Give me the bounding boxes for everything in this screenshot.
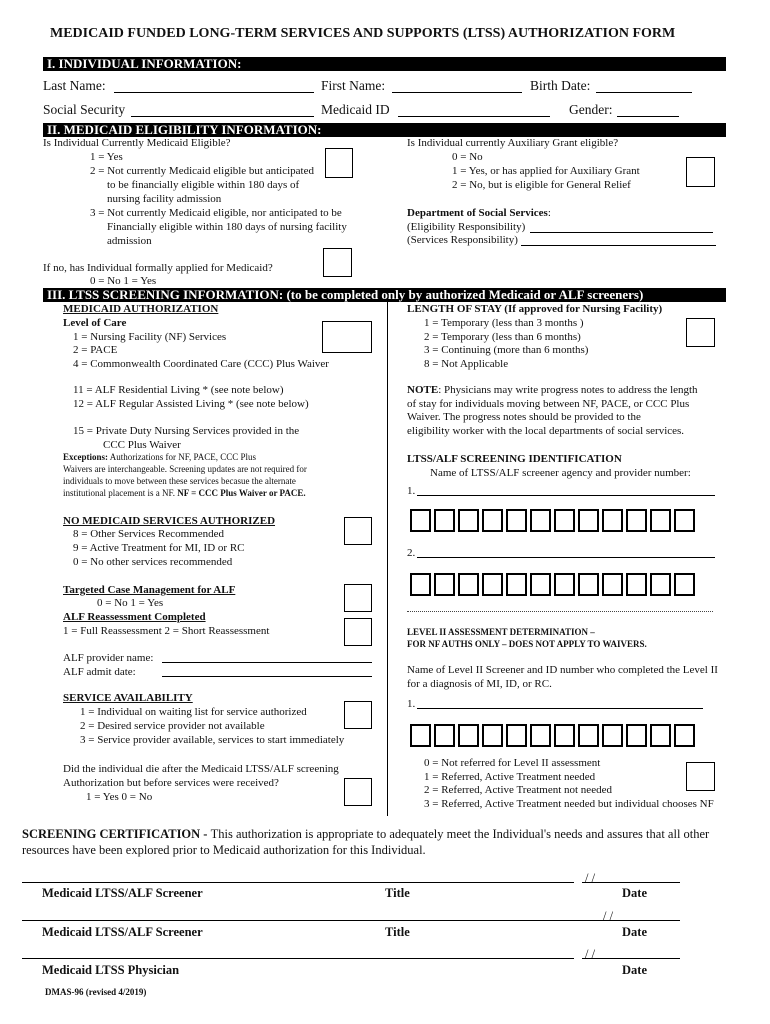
screener1-name-field[interactable] (417, 495, 715, 496)
id-cell[interactable] (650, 509, 671, 532)
id-cell[interactable] (530, 573, 551, 596)
id-cell[interactable] (434, 724, 455, 747)
los-option: 1 = Temporary (less than 3 months ) (424, 317, 584, 329)
tcm-title: Targeted Case Management for ALF (63, 584, 236, 596)
id-cell[interactable] (434, 509, 455, 532)
los-option: 3 = Continuing (more than 6 months) (424, 344, 589, 356)
dss-title (407, 208, 551, 219)
level2-id-grid[interactable] (410, 724, 695, 747)
id-cell[interactable] (410, 724, 431, 747)
note-line4: eligibility worker with the local departments of social services. (407, 425, 685, 437)
screener1-number: 1. (407, 485, 416, 497)
pdn-option: 15 = Private Duty Nursing Services provided in the (73, 425, 300, 437)
formal-applied-question: If no, has Individual formally applied for Medicaid? (43, 262, 273, 274)
eligible-option: 1 = Yes (90, 151, 123, 163)
certification-text: This authorization is appropriate to adequately meet the Individual's needs and assures that all other (210, 827, 710, 841)
formal-applied-options: 0 = No 1 = Yes (90, 275, 157, 287)
dss-services-field[interactable] (521, 245, 716, 246)
alf-provider-field[interactable] (162, 662, 372, 663)
note-line2: of stay for individuals moving between NF, PACE, or CCC Plus (407, 398, 690, 410)
exceptions-line4 (63, 489, 306, 498)
birth-date-label: Birth Date: (530, 78, 591, 93)
level2-description-cont: for a diagnosis of MI, ID, or RC. (407, 678, 552, 690)
level2-number: 1. (407, 698, 416, 710)
screener1-id-grid[interactable] (410, 509, 695, 532)
pdn-option-cont: CCC Plus Waiver (103, 439, 181, 451)
tcm-options: 0 = No 1 = Yes (97, 597, 164, 609)
availability-option: 1 = Individual on waiting list for service authorized (80, 706, 307, 718)
date3-line[interactable] (582, 958, 680, 959)
exceptions-text: Authorizations for NF, PACE, CCC Plus (108, 452, 256, 462)
exceptions-line3: individuals to move between these services becasue the alternate (63, 476, 296, 486)
no-services-option: 9 = Active Treatment for MI, ID or RC (73, 542, 245, 554)
eligible-option: 2 = Not currently Medicaid eligible but anticipated (90, 165, 314, 177)
exceptions-text: institutional placement is a NF. (63, 488, 176, 498)
exceptions-line1 (63, 453, 256, 462)
id-cell[interactable] (434, 573, 455, 596)
availability-option: 2 = Desired service provider not available (80, 720, 265, 732)
los-option: 8 = Not Applicable (424, 358, 509, 370)
id-cell[interactable] (506, 509, 527, 532)
id-cell[interactable] (482, 509, 503, 532)
note-text: : Physicians may write progress notes to address the length (438, 384, 698, 396)
date1-line[interactable] (582, 882, 680, 883)
dss-title-text: Department of Social Services (407, 207, 548, 219)
availability-box[interactable] (344, 701, 372, 729)
level2-subtitle: FOR NF AUTHS ONLY – DOES NOT APPLY TO WAIVERS. (407, 639, 647, 649)
level2-option: 1 = Referred, Active Treatment needed (424, 771, 596, 783)
certification-line2: resources have been explored prior to Medicaid authorization for this Individual. (22, 843, 426, 857)
died-options: 1 = Yes 0 = No (86, 791, 153, 803)
level2-option: 0 = Not referred for Level II assessment (424, 757, 601, 769)
screener2-number: 2. (407, 547, 416, 559)
length-of-stay-title: LENGTH OF STAY (If approved for Nursing Facility) (407, 303, 663, 315)
date3-label: Date (622, 963, 647, 977)
section-screening-header: III. LTSS SCREENING INFORMATION: (to be completed only by authorized Medicaid or ALF screeners) (43, 288, 726, 302)
first-name-label: First Name: (321, 78, 386, 93)
level2-box[interactable] (686, 762, 715, 791)
id-cell[interactable] (458, 509, 479, 532)
date2-blank: / / (603, 909, 614, 923)
id-cell[interactable] (458, 724, 479, 747)
note-line3: Waiver. The progress notes should be provided to the (407, 411, 641, 423)
id-cell[interactable] (506, 724, 527, 747)
tcm-box[interactable] (344, 584, 372, 612)
id-cell[interactable] (458, 573, 479, 596)
level-of-care-box[interactable] (322, 321, 372, 353)
id-cell[interactable] (674, 509, 695, 532)
id-cell[interactable] (602, 724, 623, 747)
id-cell[interactable] (506, 573, 527, 596)
last-name-field[interactable] (114, 92, 314, 93)
id-cell[interactable] (410, 509, 431, 532)
first-name-field[interactable] (392, 92, 522, 93)
no-services-option: 8 = Other Services Recommended (73, 528, 224, 540)
loc-option: 2 = PACE (73, 344, 118, 356)
gender-label: Gender: (569, 102, 613, 117)
id-cell[interactable] (602, 509, 623, 532)
aux-grant-box[interactable] (686, 157, 715, 187)
dss-eligibility-label: (Eligibility Responsibility) (407, 221, 526, 233)
died-question-cont: Authorization but before services were received? (63, 777, 279, 789)
id-cell[interactable] (578, 573, 599, 596)
note-label: NOTE (407, 384, 439, 396)
date3-blank: / / (585, 947, 596, 961)
aux-grant-option: 1 = Yes, or has applied for Auxiliary Grant (452, 165, 640, 177)
screener2-id-grid[interactable] (410, 573, 695, 596)
medicaid-eligible-box[interactable] (325, 148, 353, 178)
level-of-care-label: Level of Care (63, 317, 127, 329)
id-cell[interactable] (554, 724, 575, 747)
alf-option: 12 = ALF Regular Assisted Living * (see note below) (73, 398, 309, 410)
title2-label: Title (385, 925, 410, 939)
id-cell[interactable] (482, 724, 503, 747)
eligible-option-cont: admission (107, 235, 152, 247)
medicaid-eligible-question: Is Individual Currently Medicaid Eligible? (43, 137, 231, 149)
id-cell[interactable] (650, 724, 671, 747)
eligible-option-cont: to be financially eligible within 180 days of (107, 179, 300, 191)
died-box[interactable] (344, 778, 372, 806)
date1-blank: / / (585, 871, 596, 885)
date2-label: Date (622, 925, 647, 939)
level2-option: 3 = Referred, Active Treatment needed but individual chooses NF (424, 798, 714, 810)
id-cell[interactable] (626, 573, 647, 596)
ssn-field[interactable] (131, 116, 314, 117)
screener1-label: Medicaid LTSS/ALF Screener (42, 886, 203, 900)
note-line1 (407, 385, 698, 396)
reassessment-box[interactable] (344, 618, 372, 646)
ssn-label: Social Security (43, 102, 126, 117)
birth-date-field[interactable] (596, 92, 692, 93)
reassessment-options: 1 = Full Reassessment 2 = Short Reassessment (63, 625, 270, 637)
divider-dotted (407, 611, 713, 612)
screener-id-subtitle: Name of LTSS/ALF screener agency and provider number: (430, 467, 691, 479)
eligible-option-cont: Financially eligible within 180 days of nursing facility (107, 221, 347, 233)
id-cell[interactable] (578, 724, 599, 747)
no-services-title: NO MEDICAID SERVICES AUTHORIZED (63, 515, 276, 527)
screener1-signature-line[interactable] (22, 882, 574, 883)
section-eligibility-header: II. MEDICAID ELIGIBILITY INFORMATION: (43, 123, 726, 137)
id-cell[interactable] (626, 509, 647, 532)
length-of-stay-box[interactable] (686, 318, 715, 347)
form-title: MEDICAID FUNDED LONG-TERM SERVICES AND SUPPORTS (LTSS) AUTHORIZATION FORM (50, 26, 676, 41)
id-cell[interactable] (530, 509, 551, 532)
certification-label: SCREENING CERTIFICATION - (22, 827, 211, 841)
exceptions-equation: NF = CCC Plus Waiver or PACE. (175, 488, 306, 498)
physician-signature-line[interactable] (22, 958, 574, 959)
aux-grant-option: 2 = No, but is eligible for General Relief (452, 179, 631, 191)
last-name-label: Last Name: (43, 78, 106, 93)
section-individual-header: I. INDIVIDUAL INFORMATION: (43, 57, 726, 71)
availability-option: 3 = Service provider available, services to start immediately (80, 734, 345, 746)
alf-admit-label: ALF admit date: (63, 666, 136, 678)
level2-description: Name of Level II Screener and ID number who completed the Level II (407, 664, 718, 676)
column-divider (387, 302, 388, 816)
screener-id-title: LTSS/ALF SCREENING IDENTIFICATION (407, 453, 622, 465)
exceptions-label: Exceptions: (63, 452, 108, 462)
eligible-option-cont: nursing facility admission (107, 193, 222, 205)
id-cell[interactable] (410, 573, 431, 596)
level2-name-field[interactable] (417, 708, 703, 709)
level2-option: 2 = Referred, Active Treatment not needed (424, 784, 612, 796)
id-cell[interactable] (602, 573, 623, 596)
aux-grant-question: Is Individual currently Auxiliary Grant eligible? (407, 137, 619, 149)
no-services-option: 0 = No other services recommended (73, 556, 233, 568)
formal-applied-box[interactable] (323, 248, 352, 277)
id-cell[interactable] (530, 724, 551, 747)
eligible-option: 3 = Not currently Medicaid eligible, nor anticipated to be (90, 207, 342, 219)
certification-line1 (22, 828, 709, 841)
alf-option: 11 = ALF Residential Living * (see note below) (73, 384, 284, 396)
screener2-name-field[interactable] (417, 557, 715, 558)
id-cell[interactable] (674, 724, 695, 747)
id-cell[interactable] (578, 509, 599, 532)
title1-label: Title (385, 886, 410, 900)
date1-label: Date (622, 886, 647, 900)
alf-admit-field[interactable] (162, 676, 372, 677)
dss-colon: : (547, 207, 551, 219)
los-option: 2 = Temporary (less than 6 months) (424, 331, 581, 343)
aux-grant-option: 0 = No (452, 151, 483, 163)
medicaid-authorization-title: MEDICAID AUTHORIZATION (63, 303, 219, 315)
loc-option: 1 = Nursing Facility (NF) Services (73, 331, 227, 343)
id-cell[interactable] (554, 509, 575, 532)
id-cell[interactable] (674, 573, 695, 596)
id-cell[interactable] (626, 724, 647, 747)
physician-label: Medicaid LTSS Physician (42, 963, 180, 977)
dss-services-label: (Services Responsibility) (407, 234, 518, 246)
gender-field[interactable] (617, 116, 679, 117)
id-cell[interactable] (482, 573, 503, 596)
died-question: Did the individual die after the Medicaid LTSS/ALF screening (63, 763, 339, 775)
id-cell[interactable] (554, 573, 575, 596)
medicaid-id-label: Medicaid ID (321, 102, 390, 117)
service-availability-title: SERVICE AVAILABILITY (63, 692, 193, 704)
form-id-footer: DMAS-96 (revised 4/2019) (45, 987, 147, 997)
exceptions-line2: Waivers are interchangeable. Screening updates are not required for (63, 464, 307, 474)
level2-title: LEVEL II ASSESSMENT DETERMINATION – (407, 627, 595, 637)
id-cell[interactable] (650, 573, 671, 596)
dss-eligibility-field[interactable] (530, 232, 713, 233)
screener2-signature-line[interactable] (22, 920, 680, 921)
no-services-box[interactable] (344, 517, 372, 545)
reassessment-title: ALF Reassessment Completed (63, 611, 206, 623)
loc-option: 4 = Commonwealth Coordinated Care (CCC) Plus Waiver (73, 358, 329, 370)
medicaid-id-field[interactable] (398, 116, 550, 117)
alf-provider-label: ALF provider name: (63, 652, 154, 664)
screener2-label: Medicaid LTSS/ALF Screener (42, 925, 203, 939)
